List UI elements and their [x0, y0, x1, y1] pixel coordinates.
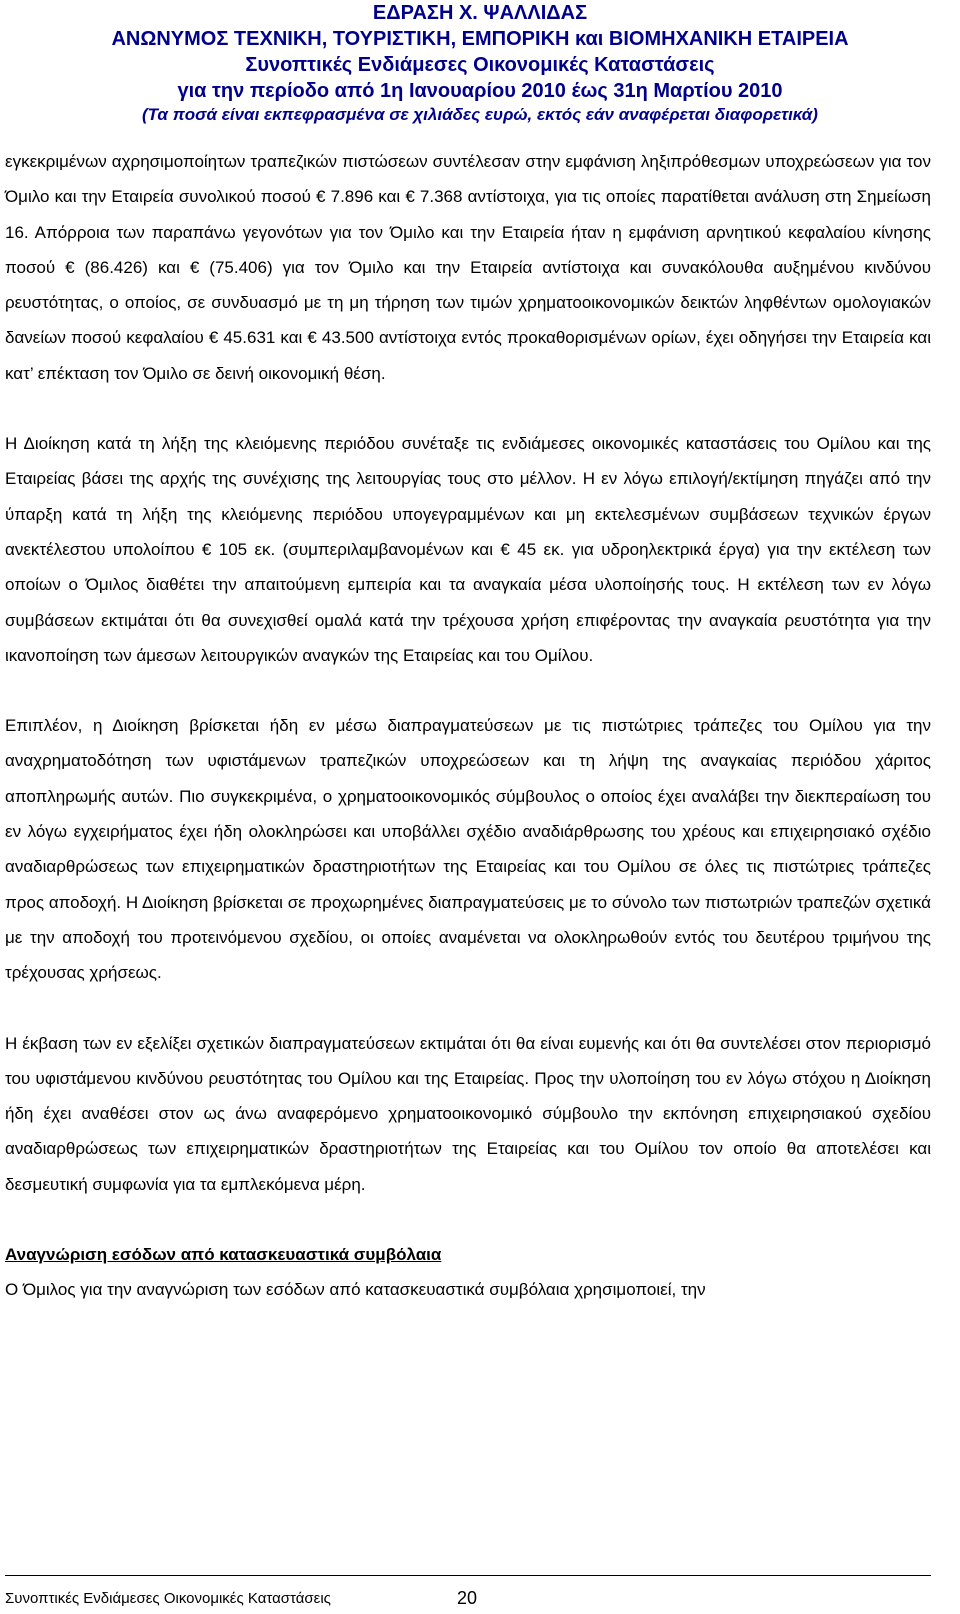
document-title: Συνοπτικές Ενδιάμεσες Οικονομικές Καταστάσεις: [245, 54, 715, 76]
document-body: [5, 144, 931, 1307]
page-footer: [5, 1575, 931, 1614]
company-short-name: ΕΔΡΑΣΗ Χ. ΨΑΛΛΙΔΑΣ: [372, 2, 588, 24]
paragraph-going-concern: Η Διοίκηση κατά τη λήξη της κλειόμενης περιόδου συνέταξε τις ενδιάμεσες οικονομικές καταστάσεις του Ομίλου και της Εταιρείας βάσει της αρχής της συνέχισης της λειτουργίας τους στο μέλλον. Η εν λόγω επιλογή/εκτίμηση πηγάζει από την ύπαρξη κατά τη λήξη της κλειόμενης περιόδου υπογεγραμμένων και μη εκτελεσμένων συμβάσεων τεχνικών έργων ανεκτέλεστου υπολοίπου € 105 εκ. (συμπεριλαμβανομένων και € 45 εκ. για υδροηλεκτρικά έργα) για την εκτέλεση των οποίων ο Όμιλος διαθέτει την απαιτούμενη εμπειρία και τα αναγκαία μέσα υλοποίησής τους. Η εκτέλεση των εν λόγω συμβάσεων εκτιμάται ότι θα συνεχισθεί ομαλά κατά την τρέχουσα χρήση επιφέροντας την αναγκαία ρευστότητα για την ικανοποίηση των άμεσων λειτουργικών αναγκών της Εταιρείας και του Ομίλου.: [5, 434, 931, 665]
paragraph-liquidity: εγκεκριμένων αχρησιμοποίητων τραπεζικών πιστώσεων συντέλεσαν στην εμφάνιση ληξιπρόθεσμων υποχρεώσεων για τον Όμιλο και την Εταιρεία συνολικού ποσού € 7.896 και € 7.368 αντίστοιχα, για τις οποίες παρατίθεται ανάλυση στη Σημείωση 16. Απόρροια των παραπάνω γεγονότων για τον Όμιλο και την Εταιρεία ήταν η εμφάνιση αρνητικού κεφαλαίου κίνησης ποσού € (86.426) και € (75.406) για τον Όμιλο και την Εταιρεία αντίστοιχα και συνακόλουθα αυξημένου κινδύνου ρευστότητας, ο οποίος, σε συνδυασμό με τη μη τήρηση των τιμών χρηματοοικονομικών δεικτών ληφθέντων ομολογιακών δανείων ποσού κεφαλαίου € 45.631 και € 43.500 αντίστοιχα εντός προκαθορισμένων ορίων, έχει οδηγήσει την Εταιρεία και κατ’ επέκταση τον Όμιλο σε δεινή οικονομική θέση.: [5, 152, 931, 383]
page-number: 20: [457, 1588, 478, 1608]
company-full-name: ΑΝΩΝΥΜΟΣ ΤΕΧΝΙΚΗ, ΤΟΥΡΙΣΤΙΚΗ, ΕΜΠΟΡΙΚΗ και ΒΙΟΜΗΧΑΝΙΚΗ ΕΤΑΙΡΕΙΑ: [111, 28, 849, 50]
paragraph-negotiations: Επιπλέον, η Διοίκηση βρίσκεται ήδη εν μέσω διαπραγματεύσεων με τις πιστώτριες τράπεζες του Ομίλου για την αναχρηματοδότηση των υφιστάμενων τραπεζικών υποχρεώσεων και τη λήψη της αναγκαίας περιόδου χάριτος αποπληρωμής αυτών. Πιο συγκεκριμένα, ο χρηματοοικονομικός σύμβουλος ο οποίος έχει αναλάβει την διεκπεραίωση του εν λόγω εγχειρήματος έχει ήδη ολοκληρώσει και υποβάλλει σχέδιο αναδιάρθρωσης του χρέους και επιχειρησιακό σχέδιο αναδιαρθρώσεως των επιχειρηματικών δραστηριοτήτων της Εταιρείας και του Ομίλου σε όλες τις πιστώτριες τράπεζες προς αποδοχή. Η Διοίκηση βρίσκεται σε προχωρημένες διαπραγματεύσεις με το σύνολο των πιστωτριών τραπεζών σχετικά με την αποδοχή του προτεινόμενου σχεδίου, οι οποίες αναμένεται να ολοκληρωθούν εντός του δευτέρου τριμήνου της τρέχουσας χρήσεως.: [5, 716, 931, 983]
currency-note: (Τα ποσά είναι εκπεφρασμένα σε χιλιάδες ευρώ, εκτός εάν αναφέρεται διαφορετικά): [142, 105, 818, 124]
section-paragraph: Ο Όμιλος για την αναγνώριση των εσόδων από κατασκευαστικά συμβόλαια χρησιμοποιεί, την: [5, 1280, 706, 1300]
reporting-period: για την περίοδο από 1η Ιανουαρίου 2010 έως 31η Μαρτίου 2010: [177, 80, 783, 102]
footer-title: Συνοπτικές Ενδιάμεσες Οικονομικές Καταστάσεις: [5, 1590, 331, 1607]
page-header: [0, 0, 960, 126]
paragraph-outcome: Η έκβαση των εν εξελίξει σχετικών διαπραγματεύσεων εκτιμάται ότι θα είναι ευμενής και ότι θα συντελέσει στον περιορισμό του υφιστάμενου κινδύνου ρευστότητας του Ομίλου και της Εταιρείας. Προς την υλοποίηση του εν λόγω στόχου η Διοίκηση ήδη έχει αναθέσει στον ως άνω αναφερόμενο χρηματοοικονομικό σύμβουλο την εκπόνηση επιχειρησιακού σχεδίου αναδιαρθρώσεως των επιχειρηματικών δραστηριοτήτων της Εταιρείας και του Ομίλου τον οποίο θα αποτελέσει και δεσμευτική συμφωνία για τα εμπλεκόμενα μέρη.: [5, 1033, 931, 1194]
section-heading: Αναγνώριση εσόδων από κατασκευαστικά συμβόλαια: [5, 1245, 442, 1265]
